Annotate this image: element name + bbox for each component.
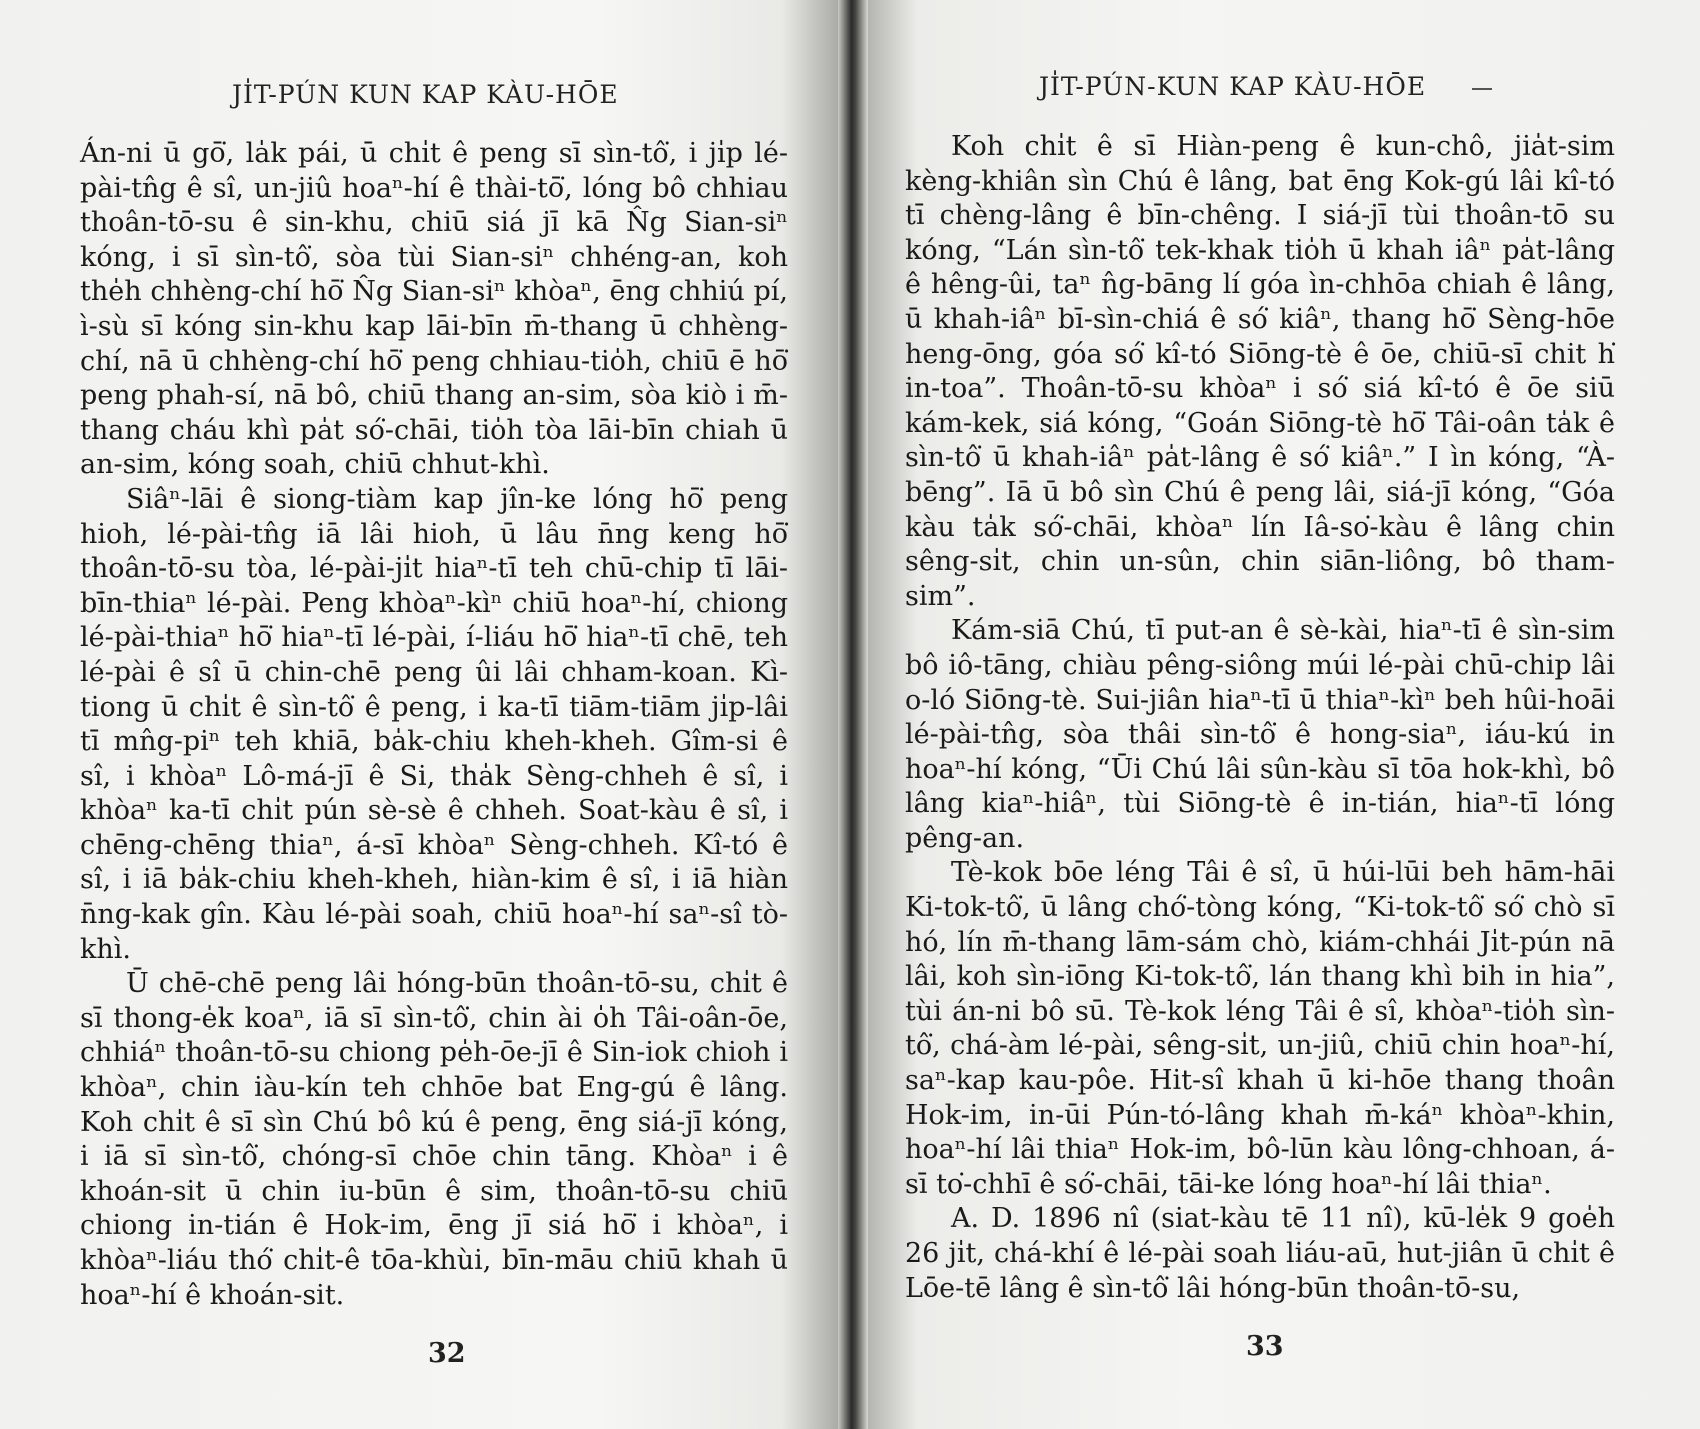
left-paragraph-1: Án-ni ū gō͘, la̍k pái, ū chi̍t ê peng sī sìn-tô͘, i ji̍p lé-pài-tn̂g ê sî, un-jiû hoaⁿ-hí ê thài-tō͘, lóng bô chhiau thoân-tō-su ê sin-khu, chiū siá jī kā N̂g Sian-siⁿ kóng, i sī sìn-tô͘, sòa tùi Sian-siⁿ chhéng-an, koh the̍h chhèng-chí hō͘ N̂g Sian-siⁿ khòaⁿ, ēng chhiú pí, ì-sù sī kóng sin-khu kap lāi-bīn m̄-thang ū chhèng-chí, nā ū chhèng-chí hō͘ peng chhiau-tio̍h, chiū ē hō͘ peng phah-sí, nā bô, chiū thang an-sim, sòa kiò i m̄-thang cháu khì pa̍t só͘-chāi, tio̍h tòa lāi-bīn chiah ū an-sim, kóng soah, chiū chhut-khì. — [80, 138, 788, 481]
right-paragraph-4: A. D. 1896 nî (siat-kàu tē 11 nî), kū-le̍k 9 goe̍h 26 ji̍t, chá-khí ê lé-pài soah liáu-aū, hut-jiân ū chi̍t ê Lōe-tē lâng ê sìn-tô͘ lâi hóng-būn thoân-tō-su, — [905, 1203, 1615, 1304]
right-paragraph-3: Tè-kok bōe léng Tâi ê sî, ū húi-lūi beh hām-hāi Ki-tok-tô͘, ū lâng chó͘-tòng kóng, “Ki-tok-tô͘ só͘ chò sī hó, lín m̄-thang lām-sám chò, kiám-chhái Ji̍t-pún nā lâi, koh sìn-iōng Ki-tok-tô͘, lán thang khì bih in hia”, tùi án-ni bô sū. Tè-kok léng Tâi ê sî, khòaⁿ-tio̍h sìn-tô͘, chá-àm lé-pài, sêng-si̍t, un-jiû, chiū chin hoaⁿ-hí, saⁿ-kap kau-pôe. Hit-sî khah ū ki-hōe thang thoân Hok-im, in-ūi Pún-tó-lâng khah m̄-káⁿ khòaⁿ-khin, hoaⁿ-hí lâi thiaⁿ Hok-im, bô-lūn kàu lông-chhoan, á-sī to͘-chhī ê só͘-chāi, tāi-ke lóng hoaⁿ-hí lâi thiaⁿ. — [905, 857, 1615, 1200]
left-page-text — [80, 137, 788, 1313]
right-paragraph-1: Koh chi̍t ê sī Hiàn-peng ê kun-chô, jia̍t-sim kèng-khiân sìn Chú ê lâng, bat ēng Kok-gú lâi kî-tó tī chèng-lâng ê bīn-chêng. I siá-jī tùi thoân-tō su kóng, “Lán sìn-tô͘ tek-khak tio̍h ū khah iâⁿ pa̍t-lâng ê hêng-ûi, taⁿ n̂g-bāng lí góa ìn-chhōa chiah ê lâng, ū khah-iâⁿ bī-sìn-chiá ê só͘ kiâⁿ, thang hō͘ Sèng-hōe heng-ōng, góa só͘ kî-tó Siōng-tè ê ōe, chiū-sī chit h͘ in-toa”. Thoân-tō-su khòaⁿ i só͘ siá kî-tó ê ōe siū kám-kek, siá kóng, “Goán Siōng-tè hō͘ Tâi-oân ta̍k ê sìn-tô͘ ū khah-iâⁿ pa̍t-lâng ê só͘ kiâⁿ.” I ìn kóng, “À-bēng”. Iā ū bô sìn Chú ê peng lâi, siá-jī kóng, “Góa kàu ta̍k só͘-chāi, khòaⁿ lín Iâ-so͘-kàu ê lâng chin sêng-si̍t, chin un-sûn, chin siān-liông, bô tham-sim”. — [905, 131, 1615, 612]
right-page-text — [905, 130, 1615, 1306]
left-paragraph-2: Siâⁿ-lāi ê siong-tiàm kap jîn-ke lóng hō͘ peng hioh, lé-pài-tn̂g iā lâi hioh, ū lâu n̄ng keng hō͘ thoân-tō-su tòa, lé-pài-ji̍t hiaⁿ-tī teh chū-chip tī lāi-bīn-thiaⁿ lé-pài. Peng khòaⁿ-kìⁿ chiū hoaⁿ-hí, chiong lé-pài-thiaⁿ hō͘ hiaⁿ-tī lé-pài, í-liáu hō͘ hiaⁿ-tī chē, teh lé-pài ê sî ū chin-chē peng ûi lâi chham-koan. Kì-tiong ū chi̍t ê sìn-tô͘ ê peng, i ka-tī tiām-tiām ji̍p-lâi tī mn̂g-piⁿ teh khiā, ba̍k-chiu kheh-kheh. Gîm-si ê sî, i khòaⁿ Lô-má-jī ê Si, tha̍k Sèng-chheh ê sî, i khòaⁿ ka-tī chi̍t pún sè-sè ê chheh. Soat-kàu ê sî, i chēng-chēng thiaⁿ, á-sī khòaⁿ Sèng-chheh. Kî-tó ê sî, i iā ba̍k-chiu kheh-kheh, hiàn-kim ê sî, i iā hiàn n̄ng-kak gîn. Kàu lé-pài soah, chiū hoaⁿ-hí saⁿ-sî tò-khì. — [80, 483, 788, 965]
running-head-rule — [1472, 88, 1492, 90]
book-spine-gutter — [838, 0, 868, 1429]
right-running-head: JI̍T-PÚN-KUN KAP KÀU-HŌE — [1039, 72, 1427, 101]
right-page — [850, 0, 1700, 1429]
left-paragraph-3: Ū chē-chē peng lâi hóng-būn thoân-tō-su, chi̍t ê sī thong-e̍k koaⁿ, iā sī sìn-tô͘, chin ài o̍h Tâi-oân-ōe, chhiáⁿ thoân-tō-su chiong pe̍h-ōe-jī ê Sin-iok chioh i khòaⁿ, chin iàu-kín teh chhōe bat Eng-gú ê lâng. Koh chi̍t ê sī sìn Chú bô kú ê peng, ēng siá-jī kóng, i iā sī sìn-tô͘, chóng-sī chōe chin tāng. Khòaⁿ i ê khoán-sit ū chin iu-būn ê sim, thoân-tō-su chiū chiong in-tián ê Hok-im, ēng jī siá hō͘ i khòaⁿ, i khòaⁿ-liáu thó͘ chi̍t-ê tōa-khùi, bīn-māu chiū khah ū hoaⁿ-hí ê khoán-sit. — [80, 968, 788, 1311]
right-paragraph-2: Kám-siā Chú, tī put-an ê sè-kài, hiaⁿ-tī ê sìn-sim bô iô-tāng, chiàu pêng-siông múi lé-pài chū-chip lâi o-ló Siōng-tè. Sui-jiân hiaⁿ-tī ū thiaⁿ-kìⁿ beh hûi-hoāi lé-pài-tn̂g, sòa thâi sìn-tô͘ ê hong-siaⁿ, iáu-kú in hoaⁿ-hí kóng, “Ūi Chú lâi sûn-kàu sī tōa hok-khì, bô lâng kiaⁿ-hiâⁿ, tùi Siōng-tè ê in-tián, hiaⁿ-tī lóng pêng-an. — [905, 615, 1615, 854]
right-page-number: 33 — [1246, 1331, 1284, 1362]
left-running-head: JI̍T-PÚN KUN KAP KÀU-HŌE — [232, 80, 619, 109]
left-page-number: 32 — [428, 1338, 466, 1369]
